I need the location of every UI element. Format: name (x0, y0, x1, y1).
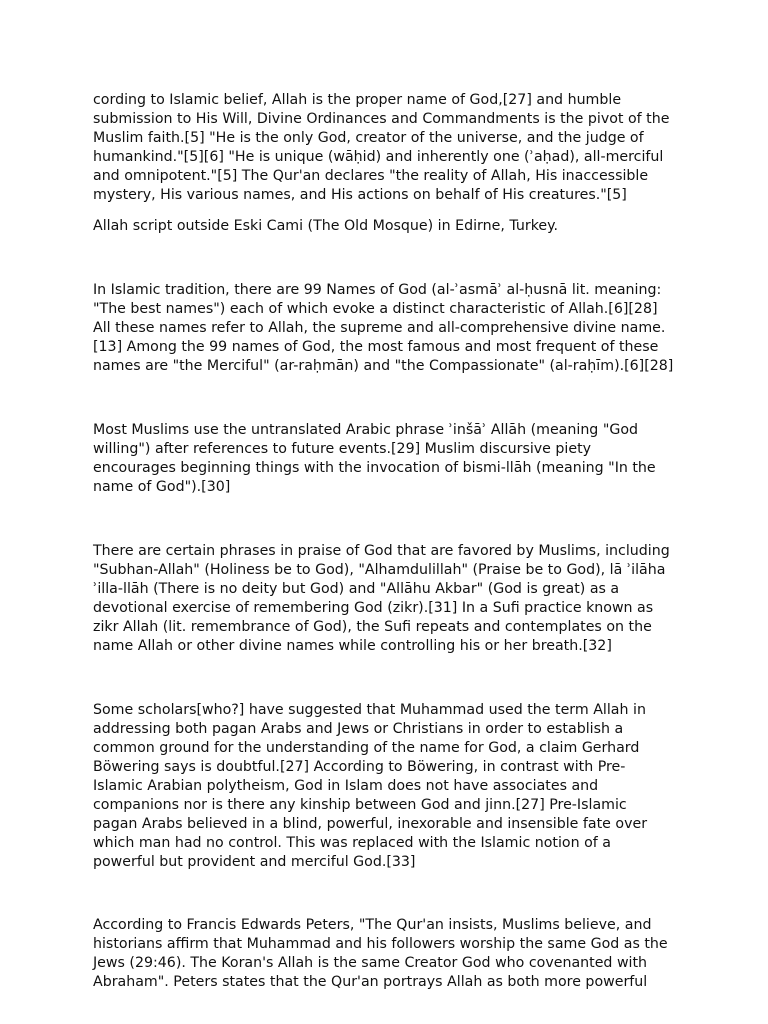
paragraph-insha-allah: Most Muslims use the untranslated Arabic phrase ʾinšāʾ Allāh (meaning "God willing") after references to future events.[29] Muslim discursive piety encourages beginning things with the invocation of bismi-llāh (meaning "In the name of God").[30] (93, 422, 656, 495)
paragraph-praise-phrases: There are certain phrases in praise of God that are favored by Muslims, including "Subhan-Allah" (Holiness be to God), "Alhamdulillah" (Praise be to God), lā ʾilāha ʾilla-llāh (There is no deity but God) and "Allāhu Akbar" (God is great) as a devotional exercise of remembering God (zikr).[31] In a Sufi practice known as zikr Allah (lit. remembrance of God), the Sufi repeats and contemplates on the name Allah or other divine names while controlling his or her breath.[32] (93, 543, 670, 654)
paragraph-scholars: Some scholars[who?] have suggested that Muhammad used the term Allah in addressing both pagan Arabs and Jews or Christians in order to establish a common ground for the understanding of the name for God, a claim Gerhard Böwering says is doubtful.[27] According to Böwering, in contrast with Pre- Islamic Arabian polytheism, God in Islam does not have associates and companions nor is there any kinship between God and jinn.[27] Pre-Islamic pagan Arabs believed in a blind, powerful, inexorable and insensible fate over which man had no control. This was replaced with the Islamic notion of a powerful but provident and merciful God.[33] (93, 702, 648, 870)
paragraph-islamic-belief: cording to Islamic belief, Allah is the proper name of God,[27] and humble submission to His Will, Divine Ordinances and Commandments is the pivot of the Muslim faith.[5] "He is the only God, creator of the universe, and the judge of humankind."[5][6] "He is unique (wāḥid) and inherently one (ʾaḥad), all-merciful and omnipotent."[5] The Qur'an declares "the reality of Allah, His inaccessible mystery, His various names, and His actions on behalf of His creatures."[5] (93, 92, 670, 203)
paragraph-99-names: In Islamic tradition, there are 99 Names of God (al-ʾasmāʾ al-ḥusnā lit. meaning: "The best names") each of which evoke a distinct characteristic of Allah.[6][28] All these names refer to Allah, the supreme and all-comprehensive divine name. [13] Among the 99 names of God, the most famous and most frequent of these names are "the Merciful" (ar-raḥmān) and "the Compassionate" (al-raḥīm).[6][28] (93, 282, 674, 374)
image-caption-eski-cami: Allah script outside Eski Cami (The Old Mosque) in Edirne, Turkey. (93, 218, 559, 234)
paragraph-peters: According to Francis Edwards Peters, "The Qur'an insists, Muslims believe, and historians affirm that Muhammad and his followers worship the same God as the Jews (29:46). The Koran's Allah is the same Creator God who covenanted with Abraham". Peters states that the Qur'an portrays Allah as both more powerful (93, 917, 668, 990)
